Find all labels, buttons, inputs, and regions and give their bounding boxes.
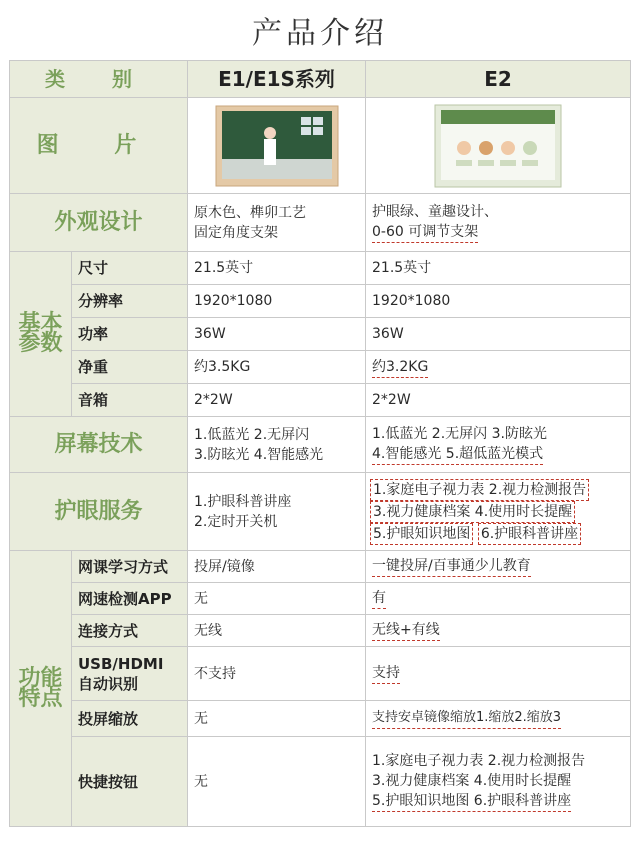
appearance-row (10, 194, 631, 252)
e2-shortcut (366, 737, 631, 827)
appearance-label: 外观设计 (10, 194, 188, 252)
feature-row (10, 701, 631, 737)
e1-weight: 约3.5KG (188, 351, 366, 384)
basic-label-line: 参数 (18, 331, 63, 356)
e1-connection: 无线 (188, 615, 366, 647)
e2-shortcut-line: 1.家庭电子视力表 2.视力检测报告 (372, 753, 586, 769)
e2-zoom (366, 701, 631, 737)
category-header: 类 别 (10, 61, 188, 98)
connection-label: 连接方式 (72, 615, 188, 647)
features-label-line: 特点 (18, 685, 63, 711)
e2-eye-line: 1.家庭电子视力表 2.视力检测报告 (370, 479, 589, 501)
e1-power: 36W (188, 318, 366, 351)
e2-appearance-line: 0-60 可调节支架 (372, 222, 478, 243)
e1-screen-tech (188, 417, 366, 473)
e2-resolution: 1920*1080 (366, 285, 631, 318)
e1-speaker: 2*2W (188, 384, 366, 417)
e2-shortcut-line: 3.视力健康档案 4.使用时长提醒 (372, 773, 572, 789)
basic-row (10, 351, 631, 384)
header-row (10, 61, 631, 98)
online-class-label: 网课学习方式 (72, 551, 188, 583)
e2-speed-test (366, 583, 631, 615)
size-label: 尺寸 (72, 252, 188, 285)
picture-row (10, 98, 631, 194)
e1-eye-line: 2.定时开关机 (194, 513, 278, 530)
e1-usb-hdmi: 不支持 (188, 647, 366, 701)
e2-speaker: 2*2W (366, 384, 631, 417)
e2-appearance (366, 194, 631, 252)
e2-appearance-line: 护眼绿、童趣设计、 (372, 204, 498, 220)
e2-product-image (372, 104, 624, 188)
e2-header: E2 (366, 61, 631, 98)
picture-label: 图 片 (10, 98, 188, 194)
e1-eye-line: 1.护眼科普讲座 (194, 493, 292, 510)
basic-label-line: 基本 (18, 311, 63, 336)
e2-usb-hdmi-value: 支持 (372, 663, 400, 684)
e2-photo-cell (366, 98, 631, 194)
e1-shortcut: 无 (188, 737, 366, 827)
e1-speed-test: 无 (188, 583, 366, 615)
page-title: 产品介绍 (252, 16, 388, 51)
e2-usb-hdmi (366, 647, 631, 701)
basic-row (10, 384, 631, 417)
speaker-label: 音箱 (72, 384, 188, 417)
feature-row (10, 551, 631, 583)
e2-online-class (366, 551, 631, 583)
e2-zoom-value: 支持安卓镜像缩放1.缩放2.缩放3 (372, 708, 561, 729)
e2-eye-line: 3.视力健康档案 4.使用时长提醒 (370, 501, 575, 523)
shortcut-label: 快捷按钮 (72, 737, 188, 827)
e1-online-class: 投屏/镜像 (188, 551, 366, 583)
e1-screen-line: 1.低蓝光 2.无屏闪 (194, 426, 310, 443)
e2-connection-value: 无线+有线 (372, 620, 440, 641)
e1-size: 21.5英寸 (188, 252, 366, 285)
speed-test-label: 网速检测APP (72, 583, 188, 615)
e2-weight-value: 约3.2KG (372, 357, 428, 378)
e2-connection (366, 615, 631, 647)
eye-care-label: 护眼服务 (10, 473, 188, 551)
feature-row (10, 647, 631, 701)
usb-hdmi-label-line: 自动识别 (78, 674, 139, 693)
screen-tech-label: 屏幕技术 (10, 417, 188, 473)
e1-eye-care (188, 473, 366, 551)
e2-shortcut-line: 5.护眼知识地图 6.护眼科普讲座 (372, 791, 571, 812)
usb-hdmi-label-line: USB/HDMI (78, 654, 164, 673)
e1-series-header: E1/E1S系列 (188, 61, 366, 98)
e2-weight (366, 351, 631, 384)
eye-care-row (10, 473, 631, 551)
e1-appearance (188, 194, 366, 252)
e2-eye-line: 5.护眼知识地图 (370, 523, 473, 545)
product-comparison-table (9, 60, 631, 827)
zoom-label: 投屏缩放 (72, 701, 188, 737)
e2-eye-line: 6.护眼科普讲座 (478, 523, 581, 545)
features-label-line: 功能 (18, 665, 63, 691)
features-label (10, 551, 72, 827)
e1-screen-line: 3.防眩光 4.智能感光 (194, 446, 324, 463)
e2-online-class-value: 一键投屏/百事通少儿教育 (372, 556, 531, 577)
e2-screen-tech (366, 417, 631, 473)
basic-params-label (10, 252, 72, 417)
resolution-label: 分辨率 (72, 285, 188, 318)
e2-screen-line: 4.智能感光 5.超低蓝光模式 (372, 444, 543, 465)
e2-speed-test-value: 有 (372, 588, 386, 609)
screen-row (10, 417, 631, 473)
e1-appearance-line: 固定角度支架 (194, 224, 278, 241)
e1-product-image (194, 105, 359, 187)
e2-power: 36W (366, 318, 631, 351)
feature-row (10, 583, 631, 615)
e2-screen-line: 1.低蓝光 2.无屏闪 3.防眩光 (372, 426, 547, 442)
power-label: 功率 (72, 318, 188, 351)
feature-row (10, 737, 631, 827)
usb-hdmi-label (72, 647, 188, 701)
basic-row (10, 252, 631, 285)
e2-size: 21.5英寸 (366, 252, 631, 285)
e1-resolution: 1920*1080 (188, 285, 366, 318)
e1-photo-cell (188, 98, 366, 194)
e1-zoom: 无 (188, 701, 366, 737)
e2-eye-care (366, 473, 631, 551)
e1-appearance-line: 原木色、榫卯工艺 (194, 204, 306, 221)
basic-row (10, 318, 631, 351)
weight-label: 净重 (72, 351, 188, 384)
basic-row (10, 285, 631, 318)
feature-row (10, 615, 631, 647)
